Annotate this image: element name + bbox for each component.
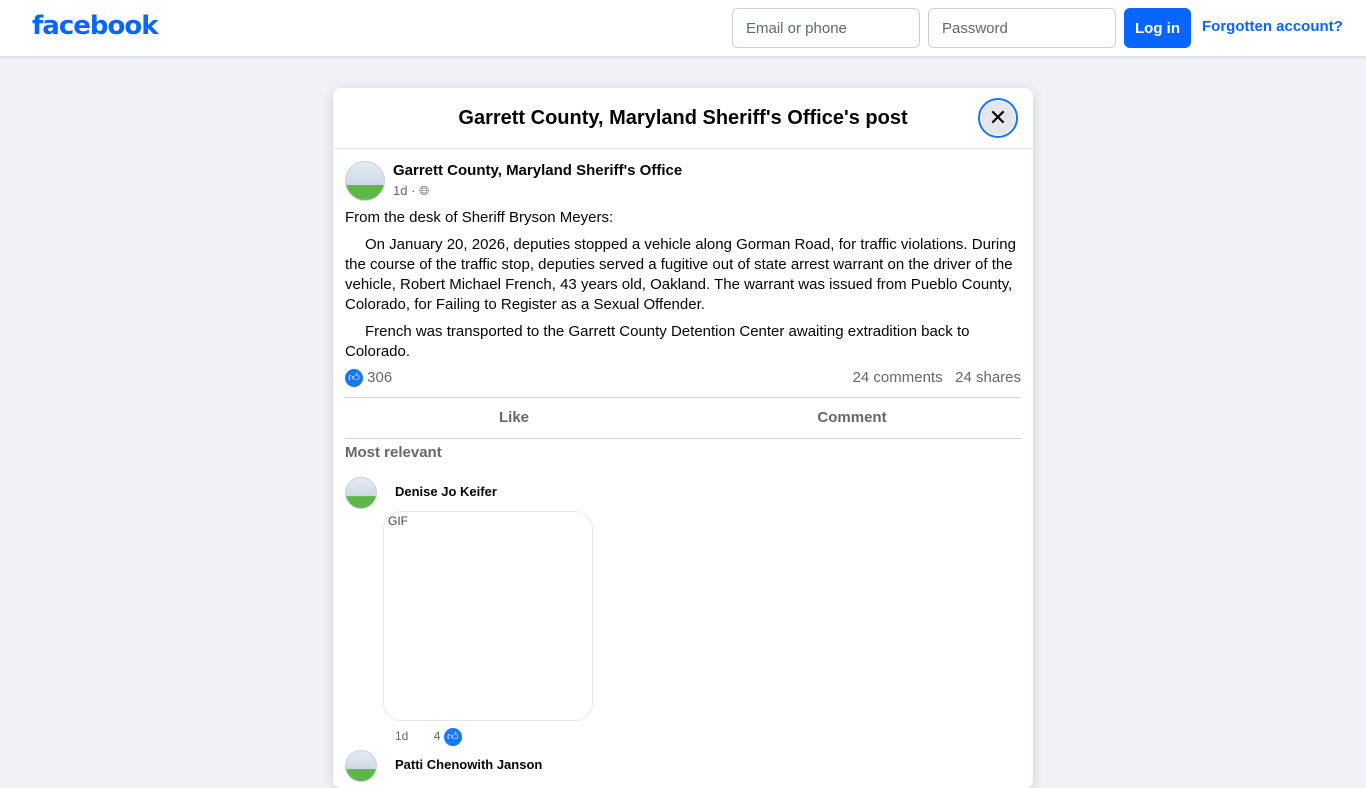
post-dialog: [333, 88, 1033, 788]
facebook-logo[interactable]: facebook: [32, 11, 158, 41]
post-author[interactable]: Garrett County, Maryland Sheriff's Office: [393, 162, 683, 179]
post-paragraph: On January 20, 2026, deputies stopped a vehicle along Gorman Road, for traffic violations. During the course of the traffic stop, deputies served a fugitive out of state arrest warrant on the driver of the vehicle, Robert Michael French, 43 years old, Oakland. The warrant was issued from Pueblo County, Colorado, for Failing to Register as a Sexual Offender.: [345, 236, 1016, 313]
post-paragraph: From the desk of Sheriff Bryson Meyers:: [345, 209, 614, 226]
share-count[interactable]: 24 shares: [955, 369, 1021, 386]
commenter-avatar[interactable]: [345, 477, 377, 509]
like-reaction-icon: 👍︎: [345, 369, 363, 387]
email-input[interactable]: [732, 8, 920, 48]
globe-icon: 🌐︎: [419, 183, 430, 198]
top-header: [0, 0, 1366, 57]
comment-like-count: 4: [433, 729, 441, 744]
author-avatar[interactable]: [345, 161, 385, 201]
like-button[interactable]: Like: [498, 409, 529, 426]
commenter-avatar[interactable]: [345, 750, 377, 782]
comment-meta: [395, 728, 462, 746]
comment-sort[interactable]: Most relevant: [345, 444, 442, 461]
commenter-name[interactable]: Patti Chenowith Janson: [395, 757, 543, 772]
commenter-name[interactable]: Denise Jo Keifer: [395, 484, 497, 499]
password-input[interactable]: [928, 8, 1116, 48]
login-button[interactable]: Log in: [1124, 8, 1191, 48]
post-actions: [345, 397, 1021, 439]
dialog-title: Garrett County, Maryland Sheriff's Office's post: [333, 88, 1033, 149]
comment-button[interactable]: Comment: [817, 409, 887, 426]
comment-count[interactable]: 24 comments: [852, 369, 943, 386]
like-count[interactable]: 306: [367, 369, 393, 386]
post-paragraph: French was transported to the Garrett County Detention Center awaiting extradition back to Colorado.: [345, 323, 970, 360]
post-body: [345, 208, 1025, 369]
forgotten-account-link[interactable]: Forgotten account?: [1202, 18, 1343, 35]
post-stats: [345, 369, 1021, 391]
gif-alt-text: GIF: [388, 514, 408, 528]
comment-time[interactable]: 1d: [395, 729, 409, 744]
comment-gif[interactable]: [383, 511, 593, 721]
post-time[interactable]: 1d: [393, 183, 408, 198]
close-icon: ✕: [988, 105, 1008, 130]
close-button[interactable]: [978, 98, 1018, 138]
post-meta: 1d · 🌐︎: [393, 183, 430, 198]
like-reaction-icon: 👍︎: [444, 728, 462, 746]
